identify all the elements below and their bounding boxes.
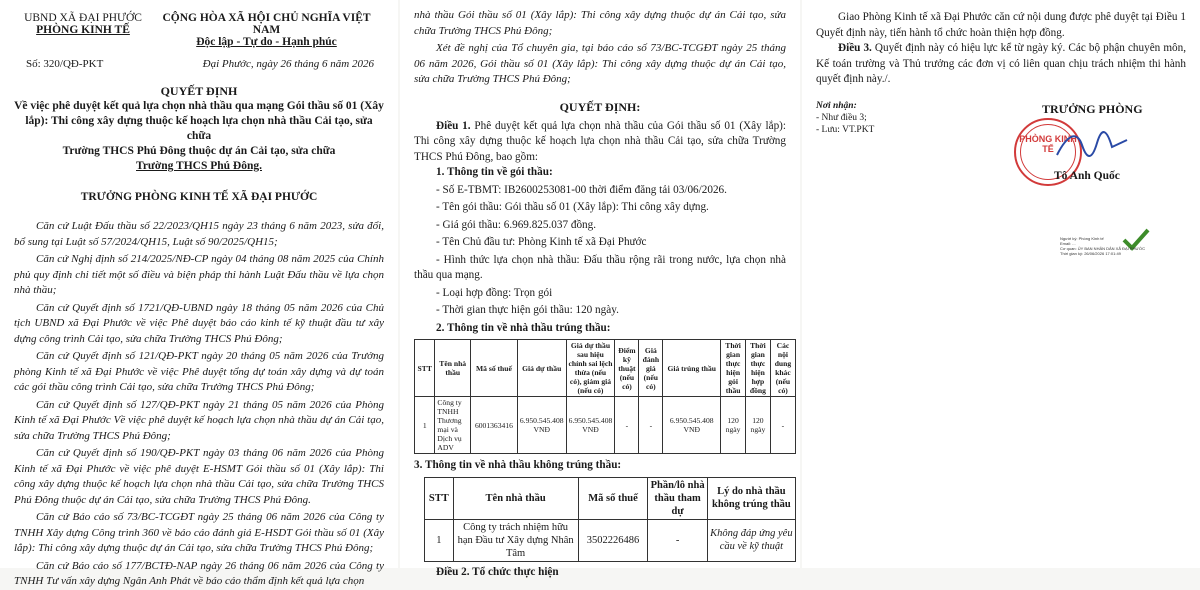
motto: Độc lập - Tự do - Hạnh phúc xyxy=(196,36,337,48)
proposal: Xét đề nghị của Tổ chuyên gia, tại báo cáo số 73/BC-TCGĐT ngày 25 tháng 06 năm 2026, Gói thầu số 01 (Xây lắp): Thi công xây dựng thuộc dự án Cải tạo, sửa chữa Trường THCS Phú Đông; xyxy=(414,42,786,85)
list-item: - Hình thức lựa chọn nhà thầu: Đấu thầu rộng rãi trong nước, lựa chọn nhà thầu qua mạng. xyxy=(414,253,786,281)
section-1-title: 1. Thông tin về gói thầu: xyxy=(436,166,553,178)
official-stamp: PHÒNG KINH TẾ xyxy=(1014,118,1082,186)
recipient-item: - Như điều 3; xyxy=(816,113,867,123)
package-info-list xyxy=(414,183,786,251)
page-1 xyxy=(0,0,398,587)
place-date: Đại Phước, ngày 26 tháng 6 năm 2026 xyxy=(202,58,374,70)
preamble-item: Căn cứ Quyết định số 127/QĐ-PKT ngày 21 tháng 05 năm 2026 của Phòng Kinh tế xã Đại Phước Về việc phê duyệt kế hoạch lựa chọn nhà thầu dự án Cải tạo, sửa chữa Trường THCS Phú Đông; xyxy=(14,398,384,442)
issuing-authority: TRƯỞNG PHÒNG KINH TẾ XÃ ĐẠI PHƯỚC xyxy=(80,191,318,203)
document-type: QUYẾT ĐỊNH xyxy=(160,84,238,98)
list-item: - Thời gian thực hiện gói thầu: 120 ngày. xyxy=(436,304,619,316)
signer-title: TRƯỞNG PHÒNG xyxy=(1042,102,1143,116)
preamble-item: Căn cứ Quyết định số 190/QĐ-PKT ngày 03 tháng 06 năm 2026 của Phòng Kinh tế xã Đại Phước về việc phê duyệt E-HSMT Gói thầu số 01 (Xây lắp): Thi công xây dựng thuộc kế hoạch lựa chọn nhà thầu Cải tạo, sửa chữa Trường THCS Phú Đông thuộc dự án Cải tạo, sửa chữa Trường THCS Phú Đông. xyxy=(14,447,384,506)
agency-name: PHÒNG KINH TẾ xyxy=(36,24,130,36)
page-2 xyxy=(400,0,800,578)
preamble-item: Căn cứ Quyết định số 121/QĐ-PKT ngày 20 tháng 05 năm 2026 của Trưởng phòng Kinh tế xã Đại Phước về việc Phê duyệt tổng dự toán xây dựng và dự toán các gói thầu công trình Cải tạo, sửa chữa Trường THCS Phú Đông; xyxy=(14,350,384,393)
handwritten-signature-icon xyxy=(1052,125,1132,165)
recipient-item: - Lưu: VT.PKT xyxy=(816,125,875,135)
winner-table xyxy=(414,339,796,454)
agency-parent: UBND XÃ ĐẠI PHƯỚC xyxy=(24,12,142,24)
preamble-item: Căn cứ Nghị định số 214/2025/NĐ-CP ngày 04 tháng 08 năm 2025 của Chính phủ quy định chi tiết một số điều và biện pháp thi hành Luật Đấu thầu về lựa chọn nhà thầu; xyxy=(14,253,384,296)
list-item: - Tên gói thầu: Gói thầu số 01 (Xây lắp): Thi công xây dựng. xyxy=(436,201,709,213)
preamble-item: Căn cứ Báo cáo số 73/BC-TCGĐT ngày 25 tháng 06 năm 2026 của Công ty TNHH Xây dựng Công trình 360 về báo cáo đánh giá E-HSDT Gói thầu số 01 (Xây lắp): Thi công xây dựng thuộc dự án Cải tạo, sửa chữa Trường THCS Phú Đông; xyxy=(14,511,384,554)
preamble-continued: nhà thầu Gói thầu số 01 (Xây lắp): Thi công xây dựng thuộc dự án Cải tạo, sửa chữa Trường THCS Phú Đông; xyxy=(414,9,786,37)
list-item: - Số E-TBMT: IB2600253081-00 thời điểm đăng tải 03/06/2026. xyxy=(436,183,727,196)
recipients xyxy=(816,100,874,136)
digital-signature-info: Người ký: Phòng Kinh tế Email: ... Cơ quan: ỦY BAN NHÂN DÂN XÃ ĐẠI PHƯỚC Thời gian ký: 26/06/2026 17:01:49 xyxy=(1060,236,1146,256)
preamble-item: Căn cứ Báo cáo số 177/BCTĐ-NAP ngày 26 tháng 06 năm 2026 của Công ty TNHH Tư vấn xây dựng Ngân Anh Phát về báo cáo thẩm định kết quả lựa chọn xyxy=(14,559,384,587)
non-winner-table xyxy=(424,477,796,562)
document-subject: Về việc phê duyệt kết quả lựa chọn nhà thầu qua mạng Gói thầu số 01 (Xây lắp): Thi công xây dựng thuộc kế hoạch lựa chọn nhà thầu Cải tạo, sửa chữa Trường THCS Phú Đông thuộc dự án Cải tạo, sửa chữa Trường THCS Phú Đông. xyxy=(14,100,384,172)
table-row: 1 Công ty trách nhiệm hữu hạn Đầu tư Xây dựng Nhân Tâm 3502226486 - Không đáp ứng yêu cầu về kỹ thuật xyxy=(425,519,796,561)
section-3-title: 3. Thông tin về nhà thầu không trúng thầu: xyxy=(414,459,622,471)
page-3 xyxy=(802,0,1200,568)
article-3: Điều 3. Quyết định này có hiệu lực kể từ ngày ký. Các bộ phận chuyên môn, Kế toán trường và Thủ trưởng các đơn vị có liên quan chịu trách nhiệm thi hành quyết định này./. xyxy=(816,42,1187,85)
table-row: 1 Công ty TNHH Thương mại và Dịch vụ ADV 6001363416 6.950.545.408 VNĐ 6.950.545.408 VNĐ - - 6.950.545.408 VNĐ 120 ngày 120 ngày - xyxy=(415,397,796,454)
signer-name: Tô Anh Quốc xyxy=(1054,170,1120,182)
article-2-title: Điều 2. Tổ chức thực hiện xyxy=(436,565,559,578)
table-header-row: STT Tên nhà thầu Mã số thuế Giá dự thầu Giá dự thầu sau hiệu chỉnh sai lệch thừa (nếu có), giảm giá (nếu có) Điểm kỹ thuật (nếu có) Giá đánh giá (nếu có) Giá trúng thầu Thời gian thực hiện gói thầu Thời gian thực hiện hợp đồng Các nội dung khác (nếu có) xyxy=(415,340,796,397)
list-item: - Loại hợp đồng: Trọn gói xyxy=(436,286,553,299)
recipients-title: Nơi nhận: xyxy=(816,101,857,111)
section-2-title: 2. Thông tin về nhà thầu trúng thầu: xyxy=(436,321,611,334)
article-1: Điều 1. Phê duyệt kết quả lựa chọn nhà thầu của Gói thầu số 01 (Xây lắp): Thi công xây dựng thuộc kế hoạch lựa chọn nhà thầu Cải tạo, sửa chữa Trường THCS Phú Đông, bao gồm: xyxy=(414,119,787,163)
list-item: - Giá gói thầu: 6.969.825.037 đồng. xyxy=(436,218,597,231)
preamble-item: Căn cứ Luật Đấu thầu số 22/2023/QH15 ngày 23 tháng 6 năm 2023, sửa đổi, bổ sung tại Luật số 57/2024/QH15, Luật số 90/2025/QH15; xyxy=(14,220,384,248)
nation-title: CỘNG HÒA XÃ HỘI CHỦ NGHĨA VIỆT NAM xyxy=(162,12,371,36)
document-number: Số: 320/QĐ-PKT xyxy=(26,58,104,70)
preamble-item: Căn cứ Quyết định số 1721/QĐ-UBND ngày 18 tháng 05 năm 2026 của Chủ tịch UBND xã Đại Phước về việc Phê duyệt báo cáo kinh tế kỹ thuật đầu tư xây dựng công trình Cải tạo, sửa chữa Trường THCS Phú Đông; xyxy=(14,301,384,345)
document-header xyxy=(0,0,398,48)
preamble xyxy=(14,219,384,590)
decision-title: QUYẾT ĐỊNH: xyxy=(559,99,641,114)
table-header-row: STT Tên nhà thầu Mã số thuế Phần/lô nhà thầu tham dự Lý do nhà thầu không trúng thầu xyxy=(425,477,796,519)
article-2-text: Giao Phòng Kinh tế xã Đại Phước căn cứ nội dung được phê duyệt tại Điều 1 Quyết định này, tiến hành tổ chức hoàn thiện hợp đồng. xyxy=(816,11,1186,39)
list-item: - Tên Chủ đầu tư: Phòng Kinh tế xã Đại Phước xyxy=(436,236,647,248)
